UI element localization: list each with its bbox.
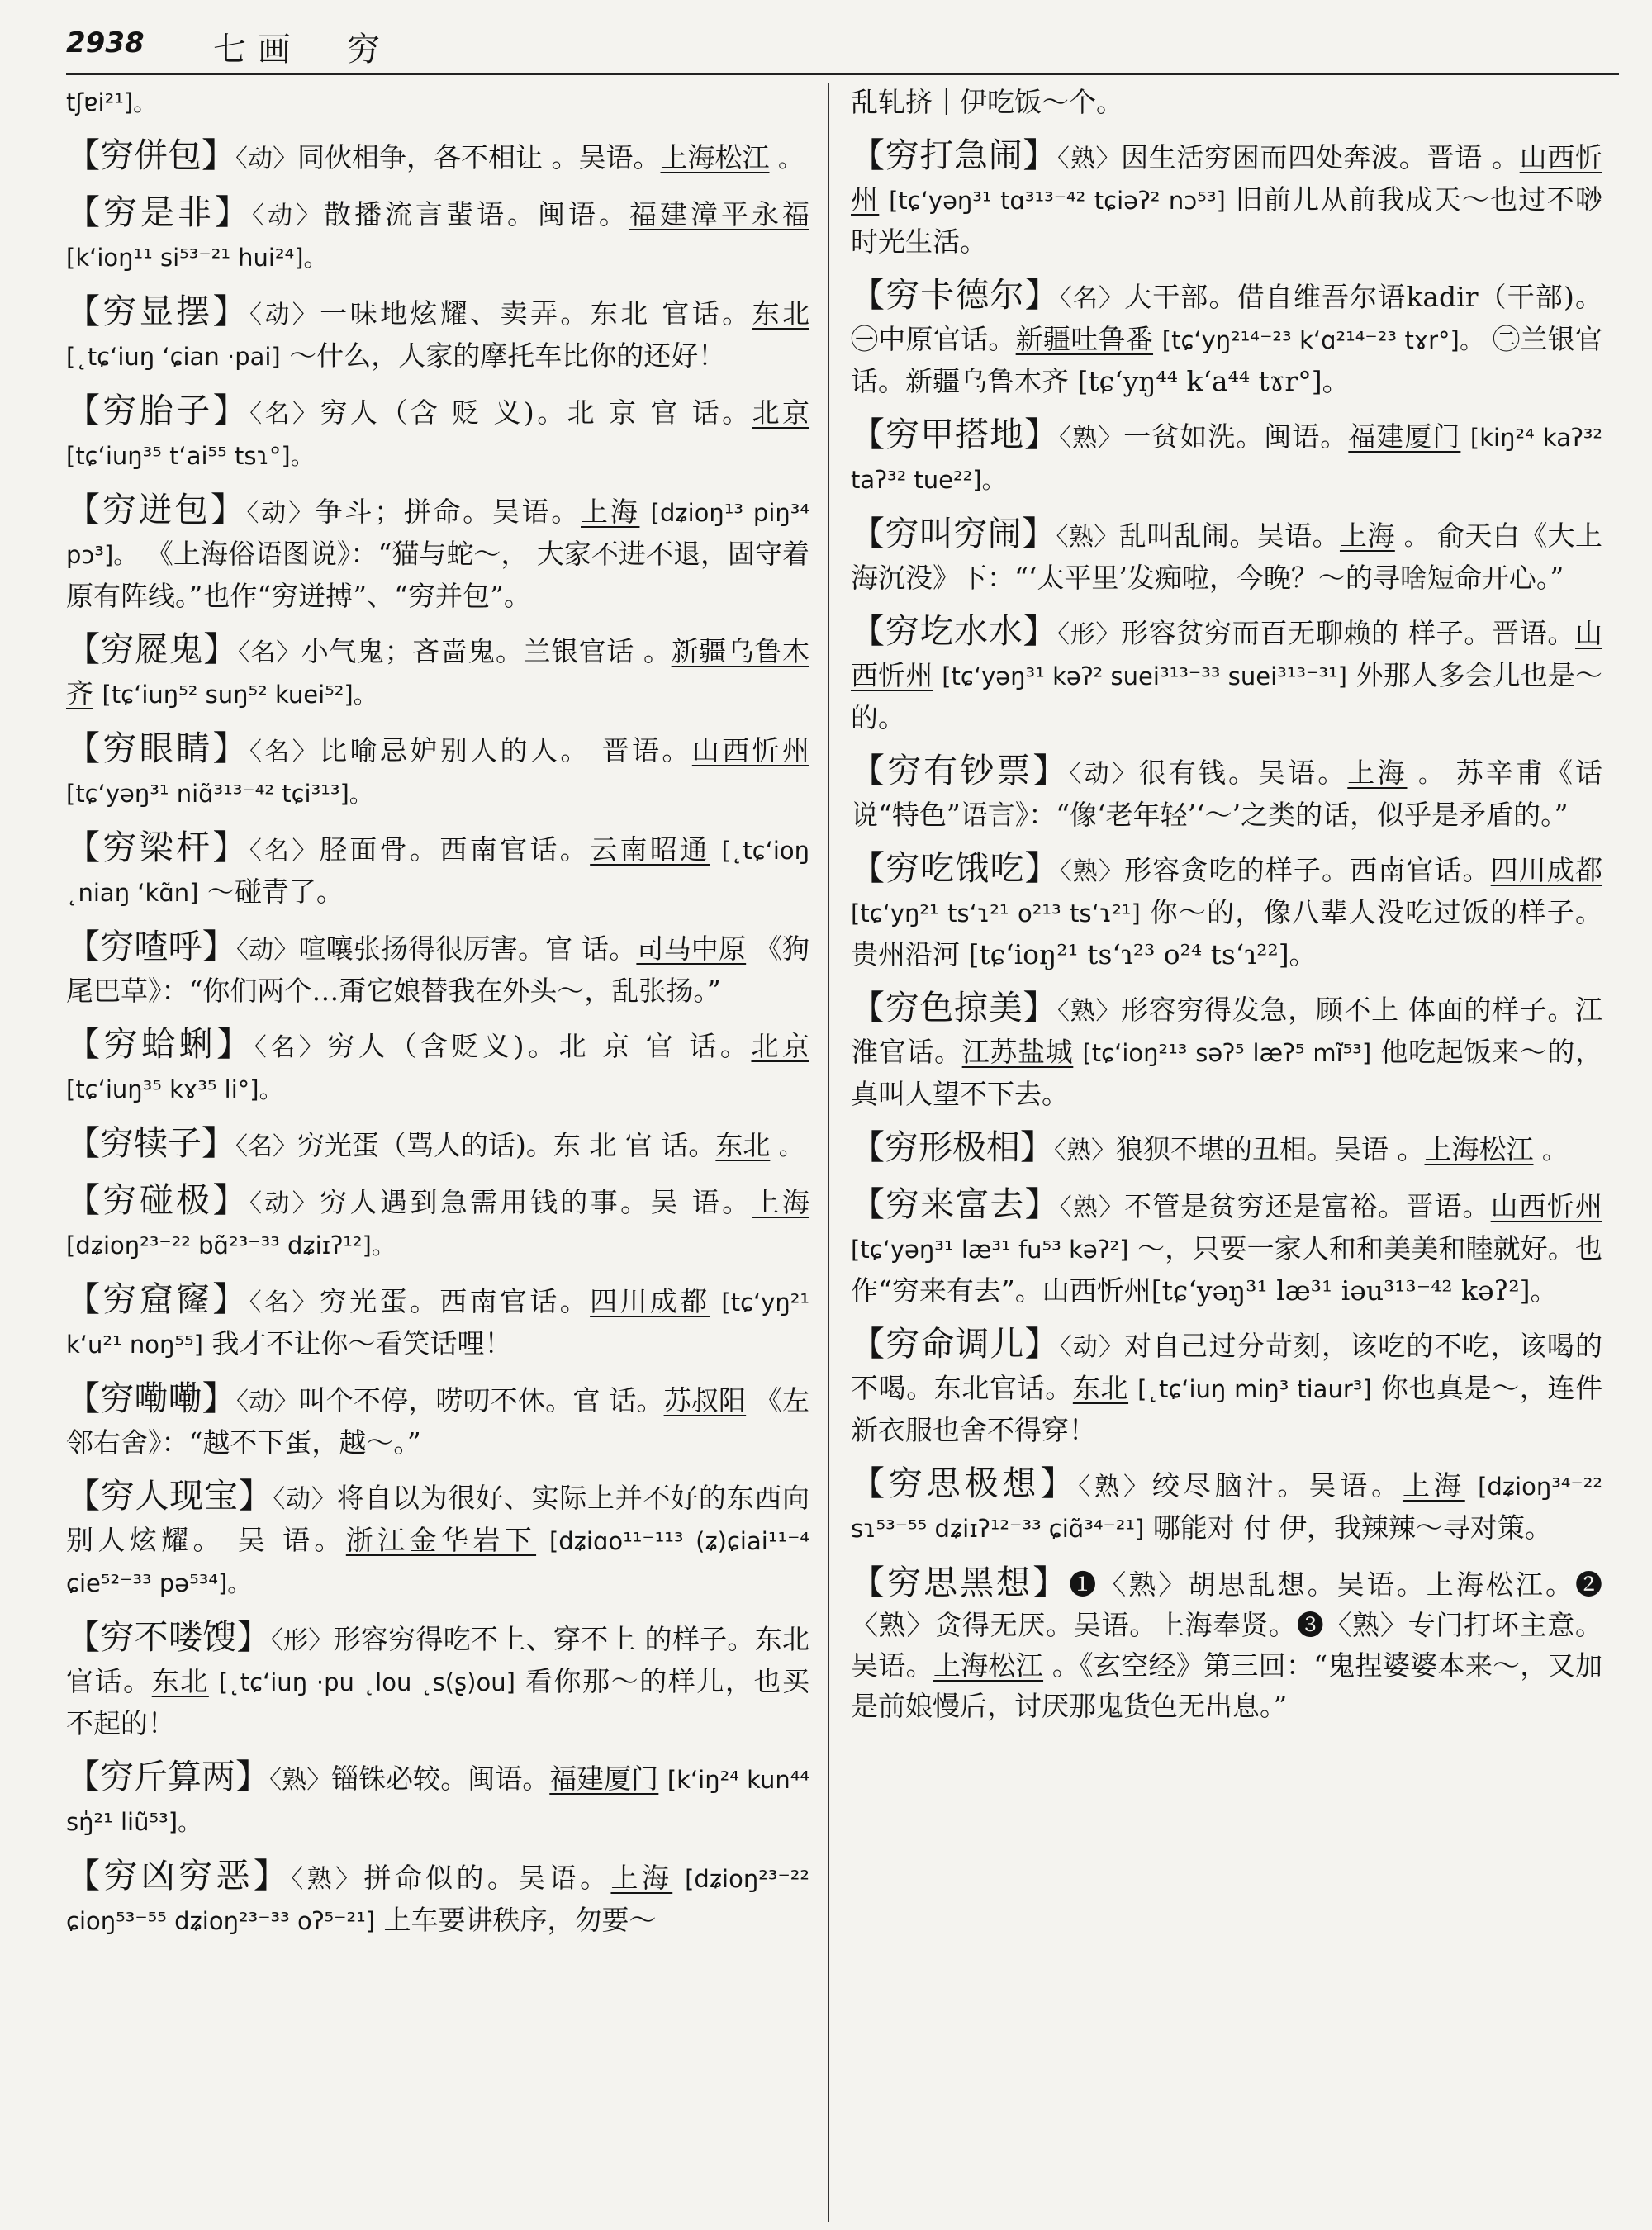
dictionary-entry xyxy=(66,192,809,278)
part-of-speech: 〈熟〉 xyxy=(1054,1136,1116,1165)
dialect-location: 福建漳平永福 xyxy=(629,198,809,230)
entry-headword: 【穷圪水水】 xyxy=(851,611,1058,651)
part-of-speech: 〈形〉 xyxy=(270,1626,334,1655)
left-column xyxy=(66,83,809,2227)
entry-headword: 【穷吃饿吃】 xyxy=(851,848,1060,888)
usage-example: 外那人多会儿也是～的。 xyxy=(851,659,1602,733)
pronunciation: [dʑioŋ²³⁻²² bɑ̃²³⁻³³ dʑiɪʔ¹²]。 xyxy=(66,1231,396,1260)
dialect-location: 东北 xyxy=(1072,1372,1129,1404)
pronunciation: [dʑioŋ²³⁻²² ɕioŋ⁵³⁻⁵⁵ dʑioŋ²³⁻³³ oʔ⁵⁻²¹] xyxy=(66,1865,809,1935)
usage-example: 旧前儿从前我成天～也过不唦时光生活。 xyxy=(851,183,1602,258)
dictionary-entry xyxy=(66,1024,809,1110)
part-of-speech: 〈动〉 xyxy=(235,1388,299,1416)
entry-headword: 【穷窟窿】 xyxy=(66,1279,249,1319)
dialect-location: 云南昭通 xyxy=(590,833,710,866)
entry-headword: 【穷思黑想】 xyxy=(851,1563,1070,1602)
part-of-speech: 〈动〉 xyxy=(273,1485,337,1514)
pronunciation: [tɕ‘iuŋ⁵² suŋ⁵² kuei⁵²]。 xyxy=(102,681,377,709)
dictionary-entry xyxy=(851,1464,1602,1549)
entry-headword: 【穷斤算两】 xyxy=(66,1757,270,1796)
part-of-speech: 〈熟〉 xyxy=(291,1865,364,1894)
dialect-location: 山西忻州 xyxy=(691,734,809,766)
definition: 穷光蛋（骂人的话)。东 北 官 话。 xyxy=(297,1129,716,1161)
pronunciation: [tɕ‘iuŋ³⁵ kɤ³⁵ li°]。 xyxy=(66,1075,283,1103)
part-of-speech: 〈名〉 xyxy=(249,738,320,766)
entry-headword: 【穷有钞票】 xyxy=(851,751,1070,790)
pronunciation: [˛tɕ‘ioŋ ˛niaŋ ‘kɑ̃n] xyxy=(66,837,809,907)
entry-headword: 【穷眼睛】 xyxy=(66,728,249,768)
part-of-speech: 〈动〉 xyxy=(252,202,324,230)
dialect-location: 山西忻州 xyxy=(1490,1190,1602,1222)
pronunciation: 。 xyxy=(1418,760,1446,788)
entry-headword: 【穷嘞嘞】 xyxy=(66,1378,236,1418)
pronunciation: [tɕ‘iuŋ³⁵ t‘ai⁵⁵ tsɿ°]。 xyxy=(66,442,315,470)
usage-example: 上车要讲秩序，勿要～ xyxy=(383,1904,657,1936)
part-of-speech: 〈名〉 xyxy=(249,837,320,866)
dictionary-entry xyxy=(66,1123,809,1167)
dictionary-entry xyxy=(66,1378,809,1463)
entry-headword: 【穷迸包】 xyxy=(66,490,247,529)
dictionary-entry xyxy=(66,1856,809,1942)
dictionary-entry xyxy=(66,135,809,179)
usage-example: 我才不让你～看笑话哩！ xyxy=(211,1327,512,1359)
dialect-location: 东北 xyxy=(752,297,809,330)
entry-headword: 【穷命调儿】 xyxy=(851,1324,1060,1364)
part-of-speech: 〈名〉 xyxy=(237,638,301,667)
entry-headword: 【穷思极想】 xyxy=(851,1464,1079,1503)
dialect-location: 东北 xyxy=(715,1129,771,1161)
dictionary-entry xyxy=(851,988,1602,1114)
entry-headword: 【穷不喽馊】 xyxy=(66,1617,271,1657)
dictionary-entry xyxy=(851,514,1602,598)
dictionary-entry xyxy=(66,292,809,377)
dictionary-entry xyxy=(66,927,809,1011)
usage-example: 哪能对 付 伊，我辣辣～寻对策。 xyxy=(1152,1511,1552,1544)
entry-headword: 【穷甲搭地】 xyxy=(851,415,1060,454)
part-of-speech: 〈名〉 xyxy=(254,1033,328,1062)
dialect-location: 新疆吐鲁番 xyxy=(1015,323,1154,355)
part-of-speech: 〈动〉 xyxy=(249,301,320,330)
dialect-location: 上海 xyxy=(752,1186,809,1218)
dialect-location: 苏叔阳 xyxy=(663,1384,747,1416)
pronunciation: [tɕ‘yəŋ³¹ tɑ³¹³⁻⁴² tɕiəʔ² nɔ⁵³] xyxy=(889,187,1226,215)
entry-list xyxy=(66,135,809,1942)
part-of-speech: 〈名〉 xyxy=(1059,284,1125,313)
definition: 形容贪吃的样子。西南官话。 xyxy=(1124,854,1491,886)
part-of-speech: 〈熟〉 xyxy=(1059,857,1125,886)
definition: 将自以为很好、实际上并不好的东西向别人炫耀。 吴 语。 xyxy=(66,1482,809,1556)
entry-headword: 【穷併包】 xyxy=(66,135,235,175)
part-of-speech: 〈熟〉 xyxy=(1057,145,1122,173)
definition: 大干部。借自维吾尔语kadir（干部)。㊀中原官话。 xyxy=(851,281,1602,355)
part-of-speech: 〈形〉 xyxy=(1057,620,1122,649)
usage-example: ～什么，人家的摩托车比你的还好！ xyxy=(289,339,726,372)
usage-example: 《上海俗语图说》：“猫与蛇～， 大家不进不退，固守着原有阵线。”也作“穷迸搏”、“穷并包”。 xyxy=(66,538,809,612)
dialect-location: 上海 xyxy=(610,1862,673,1894)
definition: 叫个不停，唠叨不休。官 话。 xyxy=(298,1384,664,1416)
dictionary-entry xyxy=(66,1279,809,1365)
definition: 形容穷得发急，顾不上 体面的样子。江淮官话。 xyxy=(851,994,1602,1068)
definition: 拼命似的。吴语。 xyxy=(363,1862,611,1894)
usage-example: 苏辛甫《话说“特色”语言》：“像‘老年轻’‘～’之类的话，似乎是矛盾的。” xyxy=(851,757,1602,831)
part-of-speech: 〈熟〉 xyxy=(1056,523,1119,552)
definition: 狼狈不堪的丑相。吴语 。 xyxy=(1116,1133,1425,1165)
definition: 喧嚷张扬得很厉害。官 话。 xyxy=(298,932,637,965)
entry-headword: 【穷碰极】 xyxy=(66,1180,249,1220)
usage-example: 《左邻右舍》：“越不下蛋，越～。” xyxy=(66,1384,809,1459)
pronunciation: [tɕ‘yəŋ³¹ kəʔ² suei³¹³⁻³³ suei³¹³⁻³¹] xyxy=(942,662,1347,690)
definition: 很有钱。吴语。 xyxy=(1138,757,1348,789)
usage-example: ～，只要一家人和和美美和睦就好。也作“穷来有去”。山西忻州[tɕ‘yəŋ³¹ læ³¹ iəu³¹³⁻⁴² kəʔ²]。 xyxy=(851,1232,1602,1307)
page-number: 2938 xyxy=(66,26,145,59)
definition: 形容穷得吃不上、穿不上 的样子。东北官话。 xyxy=(66,1623,809,1697)
continued-text: tʃɐi²¹]。 xyxy=(66,88,158,116)
usage-example: ～碰青了。 xyxy=(206,875,344,908)
dialect-location: 上海松江 xyxy=(933,1649,1044,1682)
dictionary-entry xyxy=(66,1617,809,1744)
definition: 穷人遇到急需用钱的事。吴 语。 xyxy=(320,1186,752,1218)
dialect-location: 上海松江 xyxy=(1424,1133,1534,1165)
pronunciation: [˛tɕ‘iuŋ ‘ɕian ·pai] xyxy=(66,343,281,371)
running-head: 七画 穷 xyxy=(213,31,392,69)
pronunciation: [kiŋ²⁴ kaʔ³² taʔ³² tue²²]。 xyxy=(851,424,1602,494)
definition: 争斗；拼命。吴语。 xyxy=(315,496,581,528)
entry-headword: 【穷打急闹】 xyxy=(851,135,1058,175)
definition: 绞尽脑汁。吴语。 xyxy=(1151,1469,1403,1502)
column-divider xyxy=(828,83,829,2222)
pronunciation: [tɕ‘yŋ²¹ k‘u²¹ noŋ⁵⁵] xyxy=(66,1288,809,1359)
entry-headword: 【穷叫穷闹】 xyxy=(851,514,1056,553)
part-of-speech: 〈熟〉 xyxy=(1057,997,1122,1026)
entry-headword: 【穷凶穷恶】 xyxy=(66,1856,292,1896)
usage-example: 俞天白《大上海沉没》下：“‘太平里’发痴啦，今晚？～的寻啥短命开心。” xyxy=(851,520,1602,594)
dialect-location: 福建厦门 xyxy=(549,1763,659,1795)
dictionary-entry xyxy=(851,1324,1602,1450)
definition: 一味地炫耀、卖弄。东北 官话。 xyxy=(320,297,752,330)
dialect-location: 上海 xyxy=(581,496,640,528)
pronunciation: [˛tɕ‘iuŋ ·pu ˛lou ˛s(ʂ)ou] xyxy=(218,1668,515,1696)
definition: 穷人（含 贬 义)。北 京 官 话。 xyxy=(320,396,752,429)
part-of-speech: 〈动〉 xyxy=(235,145,297,173)
dictionary-entry xyxy=(66,1476,809,1604)
definition: 同伙相争，各不相让 。吴语。 xyxy=(297,141,661,173)
entry-headword: 【穷胎子】 xyxy=(66,391,250,430)
entry-headword: 【穷是非】 xyxy=(66,192,252,232)
pronunciation: [dʑioŋ¹³ piŋ³⁴ pɔ³]。 xyxy=(66,499,809,569)
entry-headword: 【穷梁杆】 xyxy=(66,828,249,867)
definition: 锱铢必较。闽语。 xyxy=(331,1763,550,1795)
pronunciation: 。 xyxy=(1403,523,1429,551)
right-column xyxy=(851,83,1602,2227)
part-of-speech: 〈名〉 xyxy=(249,1288,320,1317)
pronunciation: [dʑioŋ³⁴⁻²² sɿ⁵³⁻⁵⁵ dʑiɪʔ¹²⁻³³ ɕiɑ̃³⁴⁻²¹] xyxy=(851,1473,1602,1543)
dialect-location: 上海松江 xyxy=(660,141,770,173)
pronunciation: [tɕ‘yəŋ³¹ niɑ̃³¹³⁻⁴² tɕi³¹³]。 xyxy=(66,780,373,808)
dialect-location: 四川成都 xyxy=(1490,854,1602,886)
pronunciation: [k‘ioŋ¹¹ si⁵³⁻²¹ hui²⁴]。 xyxy=(66,244,328,272)
entry-headword: 【穷显摆】 xyxy=(66,292,249,331)
pronunciation: [tɕ‘yəŋ³¹ læ³¹ fu⁵³ kəʔ²] xyxy=(851,1236,1129,1264)
usage-example: 看你那～的样儿，也买不起的！ xyxy=(66,1665,809,1739)
dialect-location: 上海 xyxy=(1402,1469,1465,1502)
part-of-speech: 〈动〉 xyxy=(249,1189,320,1218)
dialect-location: 四川成都 xyxy=(590,1285,710,1317)
definition: 乱叫乱闹。吴语。 xyxy=(1118,520,1340,552)
part-of-speech: 〈动〉 xyxy=(235,936,299,965)
pronunciation: [tɕ‘ioŋ²¹³ səʔ⁵ læʔ⁵ mĩ⁵³] xyxy=(1082,1039,1372,1067)
usage-example: 他吃起饭来～的，真叫人望不下去。 xyxy=(851,1036,1602,1110)
dialect-location: 山西忻州 xyxy=(851,141,1602,216)
dictionary-entry xyxy=(851,751,1602,835)
dialect-location: 浙江金华岩下 xyxy=(345,1524,537,1556)
dictionary-entry xyxy=(66,828,809,913)
dictionary-entry xyxy=(66,490,809,616)
definition: 散播流言蜚语。闽语。 xyxy=(324,198,629,230)
entry-headword: 【穷㞞鬼】 xyxy=(66,629,238,669)
dictionary-entry xyxy=(851,848,1602,975)
entry-list xyxy=(851,135,1602,1726)
definition: 一贫如洗。闽语。 xyxy=(1123,420,1349,453)
part-of-speech: 〈熟〉 xyxy=(1059,1193,1125,1222)
dialect-location: 司马中原 xyxy=(636,932,747,965)
usage-example: ㊁兰银官话。新疆乌鲁木齐 [tɕ‘yŋ⁴⁴ k‘a⁴⁴ tɤr°]。 xyxy=(851,323,1602,397)
dialect-location: 北京 xyxy=(752,396,809,429)
part-of-speech: 〈名〉 xyxy=(235,1132,297,1161)
dictionary-entry xyxy=(66,629,809,715)
entry-headword: 【穷形极相】 xyxy=(851,1127,1054,1167)
dictionary-entry xyxy=(851,1563,1602,1726)
definition: 穷光蛋。西南官话。 xyxy=(319,1285,591,1317)
dialect-location: 江苏盐城 xyxy=(961,1036,1074,1068)
definition: 因生活穷困而四处奔波。晋语 。 xyxy=(1121,141,1520,173)
dictionary-entry xyxy=(851,1127,1602,1171)
usage-example: 你也真是～，连件新衣服也舍不得穿！ xyxy=(851,1372,1602,1446)
part-of-speech: 〈动〉 xyxy=(246,499,316,528)
part-of-speech: 〈动〉 xyxy=(1059,1333,1125,1362)
entry-headword: 【穷蛤蜊】 xyxy=(66,1024,254,1064)
part-of-speech: 〈熟〉 xyxy=(1078,1473,1152,1502)
dialect-location: 上海 xyxy=(1347,757,1408,789)
dictionary-entry xyxy=(851,611,1602,738)
continued-text: 乱轧挤｜伊吃饭～个。 xyxy=(851,86,1123,118)
definition: 形容贫穷而百无聊赖的 样子。晋语。 xyxy=(1121,617,1576,649)
dictionary-entry xyxy=(66,1757,809,1843)
definition: ❶〈熟〉胡思乱想。吴语。上海松江。❷〈熟〉贪得无厌。吴语。上海奉贤。❸〈熟〉专门打坏主意。吴语。 xyxy=(851,1568,1602,1682)
entry-headword: 【穷犊子】 xyxy=(66,1123,235,1163)
part-of-speech: 〈名〉 xyxy=(249,400,320,429)
pronunciation: [k‘iŋ²⁴ kun⁴⁴ sŋ̍²¹ liũ⁵³]。 xyxy=(66,1766,809,1836)
dialect-location: 东北 xyxy=(151,1665,209,1697)
dictionary-entry xyxy=(851,135,1602,262)
pronunciation: 。 xyxy=(1542,1136,1567,1165)
pronunciation: [˛tɕ‘iuŋ miŋ³ tiaur³] xyxy=(1137,1375,1372,1403)
dialect-location: 上海 xyxy=(1339,520,1395,552)
pronunciation: 。 xyxy=(778,145,803,173)
dictionary-entry xyxy=(66,391,809,477)
definition: 比喻忌妒别人的人。 晋语。 xyxy=(320,734,692,766)
entry-headword: 【穷色掠美】 xyxy=(851,988,1058,1027)
part-of-speech: 〈熟〉 xyxy=(1059,424,1124,453)
definition: 胫面骨。西南官话。 xyxy=(319,833,591,866)
part-of-speech: 〈动〉 xyxy=(1069,760,1139,789)
pronunciation: [tɕ‘yŋ²¹ ts‘ɿ²¹ o²¹³ ts‘ɿ²¹] xyxy=(851,899,1141,928)
part-of-speech: 〈熟〉 xyxy=(269,1766,332,1795)
dialect-location: 新疆乌鲁木齐 xyxy=(66,635,809,709)
dictionary-entry xyxy=(851,275,1602,401)
definition: 对自己过分苛刻，该吃的不吃，该喝的不喝。东北官话。 xyxy=(851,1330,1602,1404)
dialect-location: 福建厦门 xyxy=(1348,420,1461,453)
usage-example: 你～的，像八辈人没吃过饭的样子。贵州沿河 [tɕ‘ioŋ²¹ ts‘ɿ²³ o²⁴ ts‘ɿ²²]。 xyxy=(851,896,1602,970)
definition: 不管是贫穷还是富裕。晋语。 xyxy=(1124,1190,1491,1222)
pronunciation: [dʑiɑo¹¹⁻¹¹³ (ʑ)ɕiai¹¹⁻⁴ ɕie⁵²⁻³³ pə⁵³⁴]。 xyxy=(66,1527,809,1597)
definition: 穷人（含贬义)。北 京 官 话。 xyxy=(327,1030,752,1062)
usage-example: 。《玄空经》第三回：“鬼捏婆婆本来～，又加是前娘慢后，讨厌那鬼货色无出息。” xyxy=(851,1649,1602,1722)
entry-headword: 【穷来富去】 xyxy=(851,1184,1060,1224)
pronunciation: 。 xyxy=(778,1132,803,1160)
dialect-location: 北京 xyxy=(751,1030,809,1062)
dictionary-entry xyxy=(851,415,1602,501)
usage-example: 《狗尾巴草》：“你们两个…甭它娘替我在外头～，乱张扬。” xyxy=(66,932,809,1007)
entry-headword: 【穷喳呼】 xyxy=(66,927,236,966)
definition: 小气鬼；吝啬鬼。兰银官话 。 xyxy=(301,635,672,667)
dictionary-entry xyxy=(851,1184,1602,1311)
dictionary-entry xyxy=(66,728,809,814)
header-rule xyxy=(66,73,1619,75)
dictionary-entry xyxy=(66,1180,809,1266)
entry-headword: 【穷卡德尔】 xyxy=(851,275,1060,315)
pronunciation: [tɕ‘yŋ²¹⁴⁻²³ k‘ɑ²¹⁴⁻²³ tɤr°]。 xyxy=(1161,326,1484,354)
entry-headword: 【穷人现宝】 xyxy=(66,1476,273,1516)
dialect-location: 山西忻州 xyxy=(851,617,1602,691)
